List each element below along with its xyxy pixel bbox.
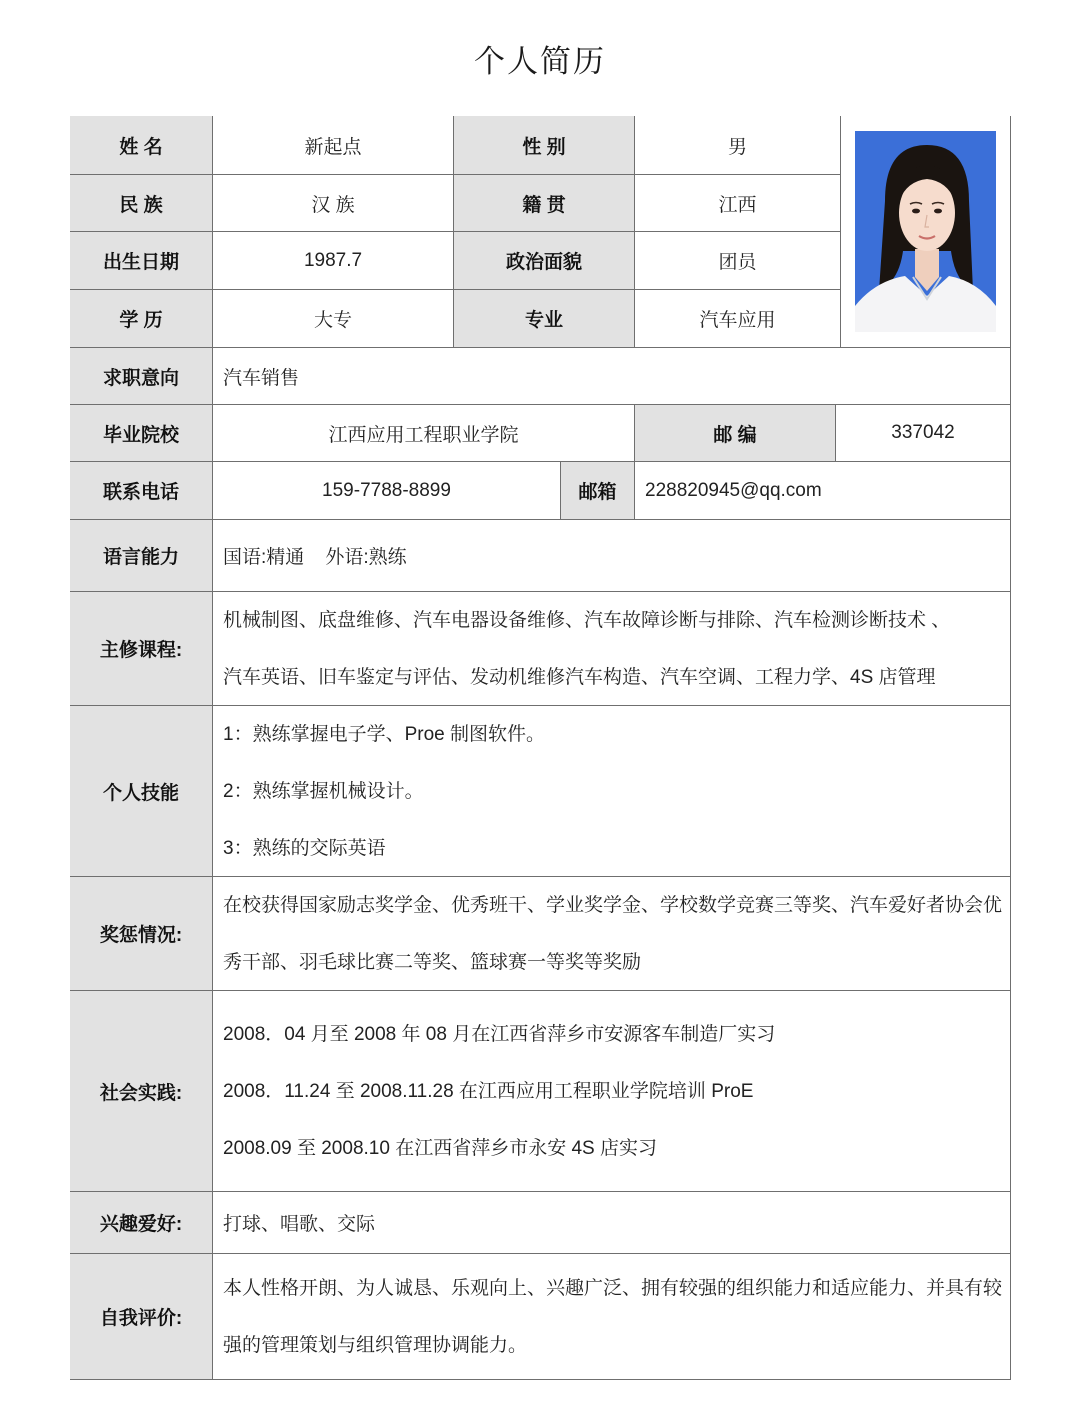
courses-label: 主修课程:	[70, 592, 213, 706]
courses-line: 机械制图、底盘维修、汽车电器设备维修、汽车故障诊断与排除、汽车检测诊断技术 、	[223, 609, 951, 631]
major-label: 专业	[454, 290, 635, 348]
practice-label: 社会实践:	[70, 991, 213, 1192]
postcode-value: 337042	[836, 405, 1011, 462]
hobbies-label: 兴趣爱好:	[70, 1192, 213, 1254]
gender-value: 男	[635, 116, 841, 175]
practice-line: 2008．04 月至 2008 年 08 月在江西省萍乡市安源客车制造厂实习	[223, 1023, 776, 1045]
political-value: 团员	[635, 232, 841, 290]
self-eval-label: 自我评价:	[70, 1254, 213, 1380]
courses-value	[213, 592, 1011, 706]
hobbies-value: 打球、唱歌、交际	[213, 1192, 1011, 1254]
gender-label: 性 别	[454, 116, 635, 175]
photo-cell	[841, 116, 1011, 348]
email-value: 228820945@qq.com	[635, 462, 1011, 520]
email-label: 邮箱	[561, 462, 635, 520]
birth-value: 1987.7	[213, 232, 454, 290]
awards-value	[213, 877, 1011, 991]
education-label: 学 历	[70, 290, 213, 348]
origin-label: 籍 贯	[454, 175, 635, 232]
awards-line: 在校获得国家励志奖学金、优秀班干、学业奖学金、学校数学竞赛三等奖、汽车爱好者协会优	[223, 894, 1003, 916]
awards-line: 秀干部、羽毛球比赛二等奖、篮球赛一等奖等奖励	[223, 951, 642, 973]
skills-line: 3：熟练的交际英语	[223, 837, 386, 859]
skills-label: 个人技能	[70, 706, 213, 877]
profile-photo	[855, 131, 996, 332]
name-value: 新起点	[213, 116, 454, 175]
objective-label: 求职意向	[70, 348, 213, 405]
phone-value: 159-7788-8899	[213, 462, 561, 520]
page-title: 个人简历	[474, 44, 606, 80]
self-eval-value	[213, 1254, 1011, 1380]
school-label: 毕业院校	[70, 405, 213, 462]
major-value: 汽车应用	[635, 290, 841, 348]
objective-value: 汽车销售	[213, 348, 1011, 405]
language-label: 语言能力	[70, 520, 213, 592]
skills-value	[213, 706, 1011, 877]
school-value: 江西应用工程职业学院	[213, 405, 635, 462]
political-label: 政治面貌	[454, 232, 635, 290]
language-value: 国语:精通 外语:熟练	[213, 520, 1011, 592]
birth-label: 出生日期	[70, 232, 213, 290]
self-eval-line: 强的管理策划与组织管理协调能力。	[223, 1334, 528, 1356]
ethnicity-value: 汉 族	[213, 175, 454, 232]
phone-label: 联系电话	[70, 462, 213, 520]
courses-line: 汽车英语、旧车鉴定与评估、发动机维修汽车构造、汽车空调、工程力学、4S 店管理	[223, 666, 936, 688]
ethnicity-label: 民 族	[70, 175, 213, 232]
skills-line: 2：熟练掌握机械设计。	[223, 780, 424, 802]
self-eval-line: 本人性格开朗、为人诚恳、乐观向上、兴趣广泛、拥有较强的组织能力和适应能力、并具有较	[223, 1277, 1003, 1299]
postcode-label: 邮 编	[635, 405, 836, 462]
practice-value	[213, 991, 1011, 1192]
skills-line: 1：熟练掌握电子学、Proe 制图软件。	[223, 723, 545, 745]
awards-label: 奖惩情况:	[70, 877, 213, 991]
practice-line: 2008．11.24 至 2008.11.28 在江西应用工程职业学院培训 ProE	[223, 1080, 754, 1102]
origin-value: 江西	[635, 175, 841, 232]
name-label: 姓 名	[70, 116, 213, 175]
education-value: 大专	[213, 290, 454, 348]
practice-line: 2008.09 至 2008.10 在江西省萍乡市永安 4S 店实习	[223, 1137, 657, 1159]
